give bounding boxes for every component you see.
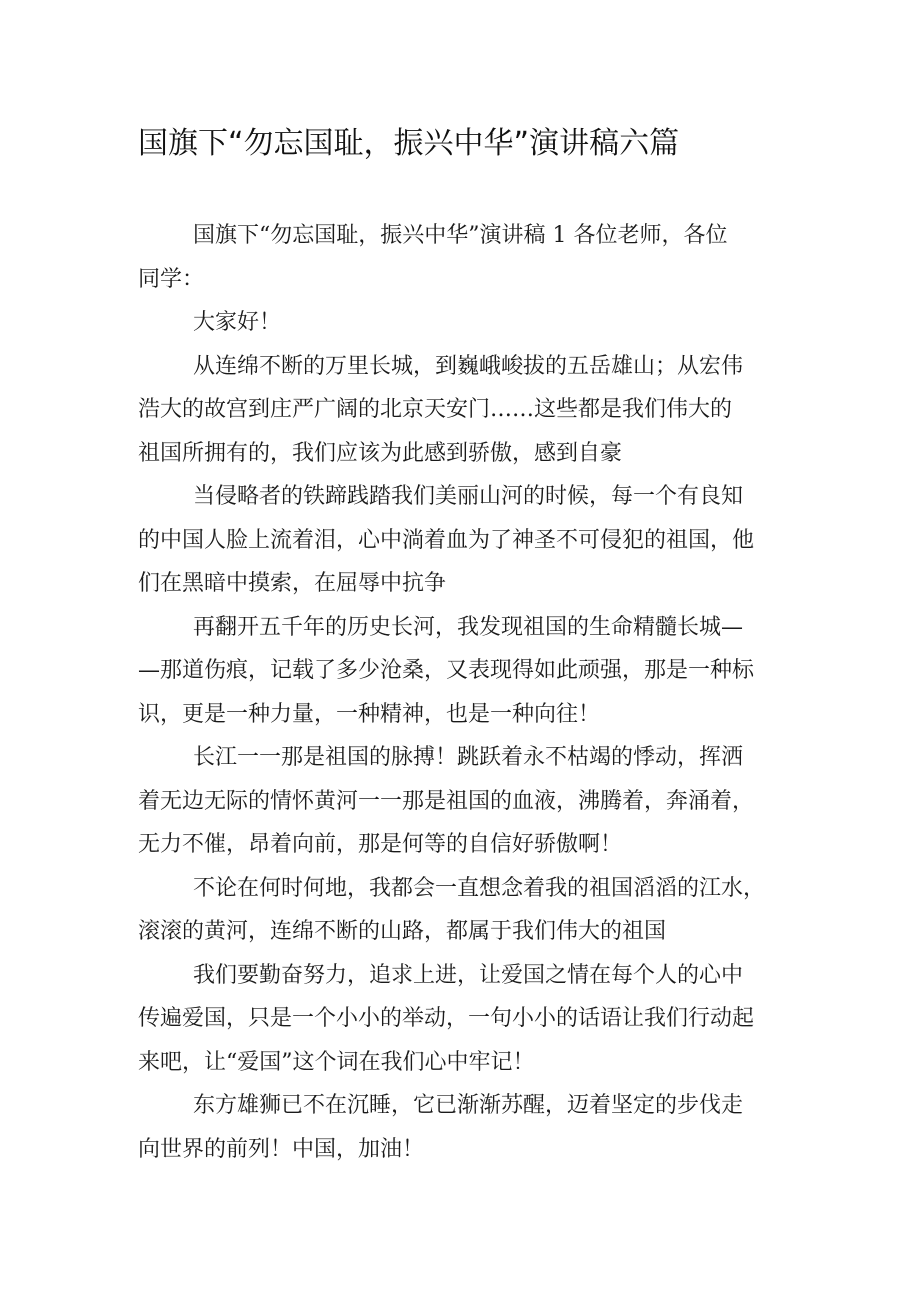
paragraph-line: 当侵略者的铁蹄践踏我们美丽山河的时候，每一个有良知	[193, 484, 744, 509]
paragraph-line: 着无边无际的情怀黄河一一那是祖国的血液，沸腾着，奔涌着，	[138, 788, 755, 814]
paragraph-line: 不论在何时何地，我都会一直想念着我的祖国滔滔的江水，	[193, 875, 766, 901]
paragraph-line: 无力不催，昂着向前，那是何等的自信好骄傲啊！	[138, 832, 623, 857]
paragraph-rivers	[138, 736, 784, 867]
paragraph-great-wall	[138, 345, 784, 476]
paragraph-closing	[138, 1084, 784, 1171]
paragraph-line: 识，更是一种力量，一种精神，也是一种向往！	[138, 701, 601, 727]
paragraph-line: 从连绵不断的万里长城，到巍峨峻拔的五岳雄山；从宏伟	[193, 353, 744, 379]
paragraph-line: 东方雄狮已不在沉睡，它已渐渐苏醒，迈着坚定的步伐走	[193, 1093, 744, 1118]
paragraph-line: 祖国所拥有的，我们应该为此感到骄傲，感到自豪	[138, 440, 623, 466]
paragraph-line: 滚滚的黄河，连绵不断的山路，都属于我们伟大的祖国	[138, 919, 667, 944]
paragraph-line: 来吧，让“爱国”这个词在我们心中牢记！	[138, 1049, 535, 1075]
paragraph-history	[138, 606, 784, 737]
paragraph-line: 同学：	[138, 266, 205, 292]
paragraph-line: 的中国人脸上流着泪，心中淌着血为了神圣不可侵犯的祖国，他	[138, 527, 755, 553]
paragraph-line: 长江一一那是祖国的脉搏！跳跃着永不枯竭的悸动，挥洒	[193, 745, 744, 770]
paragraph-line: 传遍爱国，只是一个小小的举动，一句小小的话语让我们行动起	[138, 1006, 755, 1031]
document-page	[138, 122, 784, 1171]
paragraph-greeting-header	[138, 214, 784, 301]
paragraph-missing-homeland	[138, 867, 784, 954]
paragraph-line: 向世界的前列！中国，加油！	[138, 1136, 425, 1162]
paragraph-greeting	[138, 301, 784, 345]
paragraph-invaders	[138, 475, 784, 606]
paragraph-line: 大家好！	[193, 310, 282, 335]
paragraph-line: 们在黑暗中摸索，在屈辱中抗争	[138, 571, 447, 596]
document-title: 国旗下“勿忘国耻，振兴中华”演讲稿六篇	[138, 126, 680, 161]
paragraph-line: 国旗下“勿忘国耻，振兴中华”演讲稿 1 各位老师，各位	[193, 223, 728, 248]
document-body	[138, 214, 784, 1171]
paragraph-patriotism	[138, 954, 784, 1085]
paragraph-line: —那道伤痕，记载了多少沧桑，又表现得如此顽强，那是一种标	[138, 658, 755, 683]
paragraph-line: 再翻开五千年的历史长河，我发现祖国的生命精髓长城—	[193, 614, 744, 640]
paragraph-line: 浩大的故宫到庄严广阔的北京天安门……这些都是我们伟大的	[138, 397, 733, 422]
paragraph-line: 我们要勤奋努力，追求上进，让爱国之情在每个人的心中	[193, 962, 744, 988]
